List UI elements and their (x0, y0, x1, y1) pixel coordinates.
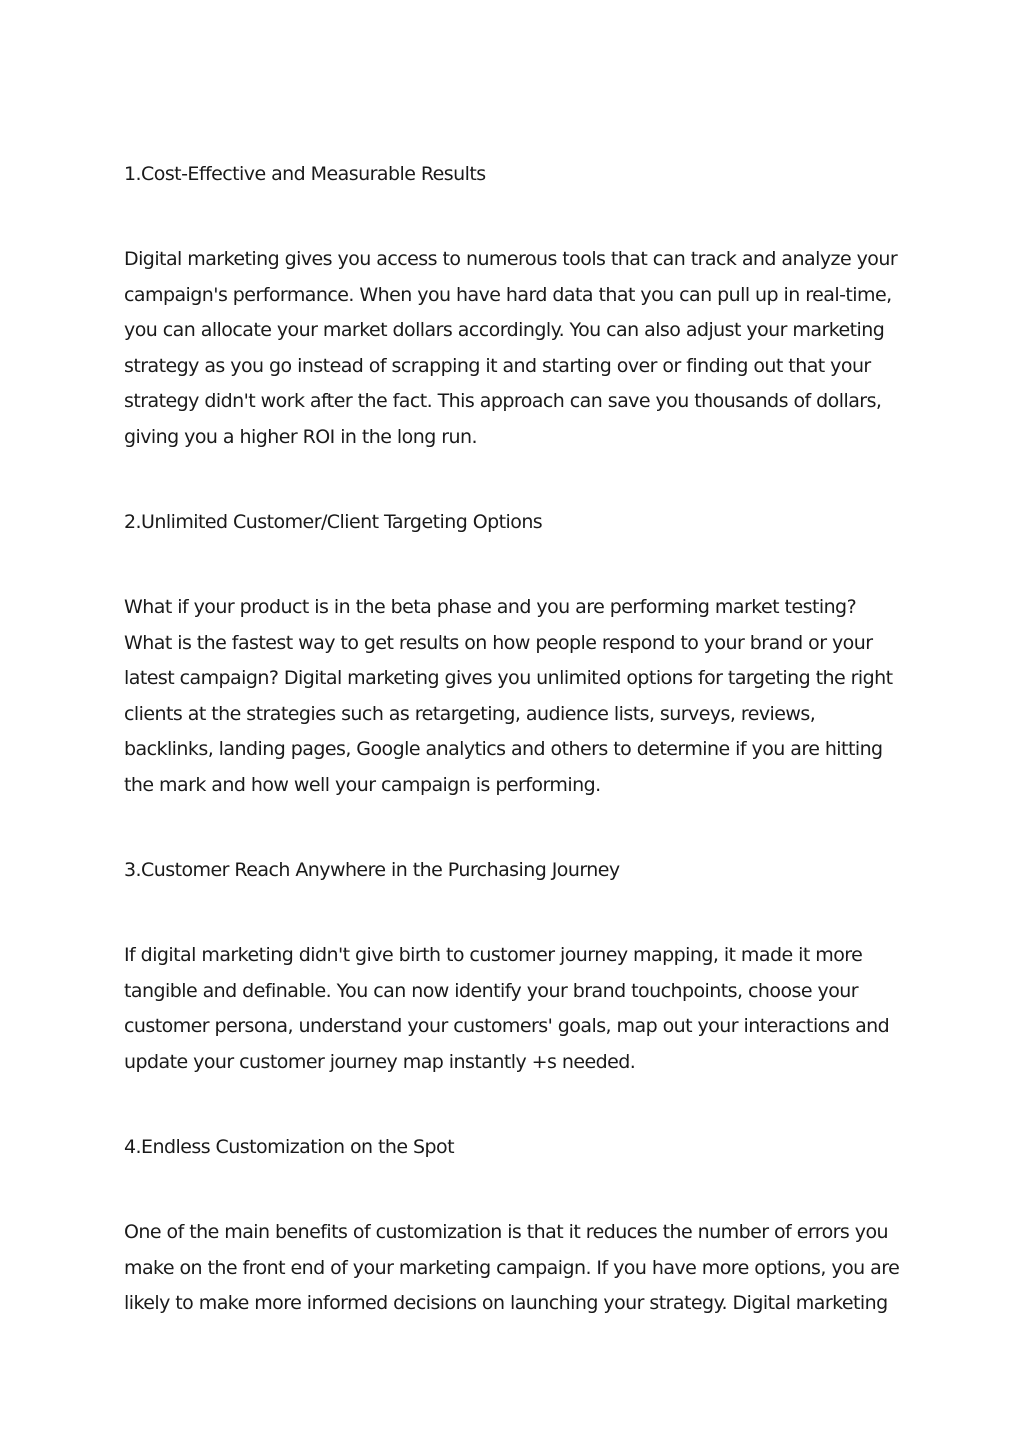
paragraph-line: If digital marketing didn't give birth to customer journey mapping, it made it more (124, 944, 863, 966)
section-paragraph (124, 1215, 914, 1322)
paragraph-line: campaign's performance. When you have hard data that you can pull up in real-time, (124, 283, 892, 306)
paragraph-line: likely to make more informed decisions on launching your strategy. Digital marketing (124, 1292, 888, 1314)
paragraph-line: make on the front end of your marketing campaign. If you have more options, you are (124, 1256, 900, 1279)
section-heading: 4.Endless Customization on the Spot (124, 1136, 455, 1158)
section-paragraph (124, 938, 914, 1080)
paragraph-line: you can allocate your market dollars accordingly. You can also adjust your marketing (124, 319, 885, 341)
section-heading: 3.Customer Reach Anywhere in the Purchasing Journey (124, 859, 620, 881)
paragraph-line: giving you a higher ROI in the long run. (124, 425, 477, 448)
document-body (124, 157, 914, 1372)
paragraph-line: tangible and definable. You can now identify your brand touchpoints, choose your (124, 979, 859, 1002)
section-paragraph (124, 590, 914, 803)
paragraph-line: Digital marketing gives you access to numerous tools that can track and analyze your (124, 248, 898, 270)
section-heading: 1.Cost-Effective and Measurable Results (124, 163, 486, 185)
paragraph-line: What is the fastest way to get results on how people respond to your brand or your (124, 631, 873, 654)
paragraph-line: the mark and how well your campaign is performing. (124, 773, 601, 796)
paragraph-line: What if your product is in the beta phase and you are performing market testing? (124, 596, 857, 618)
paragraph-line: strategy as you go instead of scrapping it and starting over or finding out that your (124, 354, 871, 377)
paragraph-line: backlinks, landing pages, Google analytics and others to determine if you are hitting (124, 738, 883, 760)
paragraph-line: update your customer journey map instantly +s needed. (124, 1050, 636, 1073)
paragraph-line: One of the main benefits of customization is that it reduces the number of errors you (124, 1221, 889, 1243)
paragraph-line: latest campaign? Digital marketing gives you unlimited options for targeting the right (124, 667, 893, 689)
section-paragraph (124, 242, 914, 455)
paragraph-line: strategy didn't work after the fact. This approach can save you thousands of dollars, (124, 390, 882, 412)
paragraph-line: customer persona, understand your customers' goals, map out your interactions and (124, 1015, 890, 1037)
section-heading: 2.Unlimited Customer/Client Targeting Options (124, 511, 543, 533)
paragraph-line: clients at the strategies such as retargeting, audience lists, surveys, reviews, (124, 702, 816, 725)
